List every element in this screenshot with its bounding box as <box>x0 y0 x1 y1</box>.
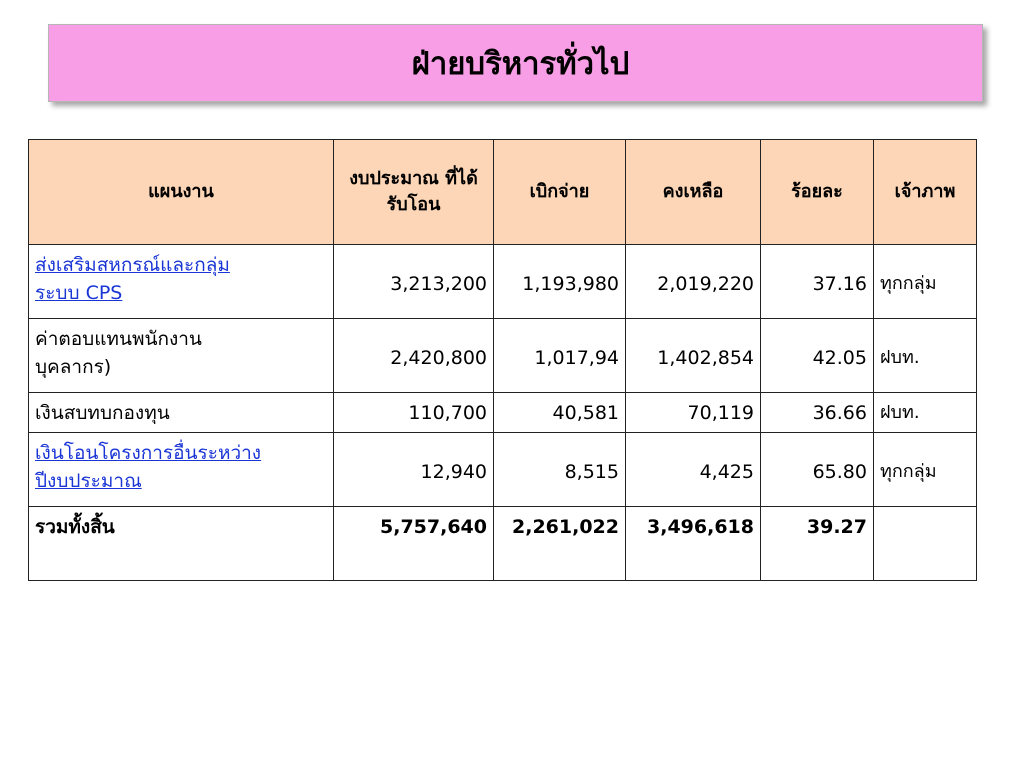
spent-cell: 1,193,980 <box>494 245 626 319</box>
owner-cell: ทุกกลุ่ม <box>874 433 977 507</box>
header-budget: งบประมาณ ที่ได้รับโอน <box>334 140 494 245</box>
plan-link-line1: ส่งเสริมสหกรณ์และกลุ่ม <box>35 254 230 276</box>
plan-line1: เงินสบทบกองทุน <box>35 402 170 424</box>
owner-cell: ฝบท. <box>874 393 977 433</box>
plan-cell <box>29 319 334 393</box>
remaining-cell: 70,119 <box>626 393 761 433</box>
title-banner <box>48 24 983 102</box>
total-percent: 39.27 <box>761 507 874 581</box>
spent-cell: 1,017,94 <box>494 319 626 393</box>
plan-link-line2: ระบบ CPS <box>35 282 123 304</box>
header-spent: เบิกจ่าย <box>494 140 626 245</box>
budget-table <box>28 139 977 581</box>
plan-link[interactable] <box>35 254 230 304</box>
spent-cell: 8,515 <box>494 433 626 507</box>
percent-cell: 37.16 <box>761 245 874 319</box>
plan-cell <box>29 433 334 507</box>
total-owner <box>874 507 977 581</box>
total-label: รวมทั้งสิ้น <box>29 507 334 581</box>
table-row <box>29 245 977 319</box>
percent-cell: 36.66 <box>761 393 874 433</box>
header-remaining: คงเหลือ <box>626 140 761 245</box>
table-row <box>29 393 977 433</box>
plan-line1: ค่าตอบแทนพนักงาน <box>35 328 202 350</box>
remaining-cell: 2,019,220 <box>626 245 761 319</box>
plan-line2: บุคลากร) <box>35 356 112 378</box>
budget-cell: 110,700 <box>334 393 494 433</box>
page-title: ฝ่ายบริหารทั่วไป <box>411 46 630 82</box>
budget-cell: 2,420,800 <box>334 319 494 393</box>
remaining-cell: 4,425 <box>626 433 761 507</box>
spent-cell: 40,581 <box>494 393 626 433</box>
header-plan: แผนงาน <box>29 140 334 245</box>
header-percent: ร้อยละ <box>761 140 874 245</box>
percent-cell: 42.05 <box>761 319 874 393</box>
plan-link[interactable] <box>35 442 261 492</box>
plan-cell <box>29 245 334 319</box>
plan-link-line1: เงินโอนโครงการอื่นระหว่าง <box>35 442 262 464</box>
header-owner: เจ้าภาพ <box>874 140 977 245</box>
owner-cell: ทุกกลุ่ม <box>874 245 977 319</box>
table-row <box>29 319 977 393</box>
owner-cell: ฝบท. <box>874 319 977 393</box>
total-budget: 5,757,640 <box>334 507 494 581</box>
plan-link-line2: ปีงบประมาณ <box>35 470 142 492</box>
plan-cell <box>29 393 334 433</box>
total-row <box>29 507 977 581</box>
budget-cell: 3,213,200 <box>334 245 494 319</box>
total-remaining: 3,496,618 <box>626 507 761 581</box>
table-row <box>29 433 977 507</box>
budget-cell: 12,940 <box>334 433 494 507</box>
total-spent: 2,261,022 <box>494 507 626 581</box>
table-header-row <box>29 140 977 245</box>
percent-cell: 65.80 <box>761 433 874 507</box>
remaining-cell: 1,402,854 <box>626 319 761 393</box>
